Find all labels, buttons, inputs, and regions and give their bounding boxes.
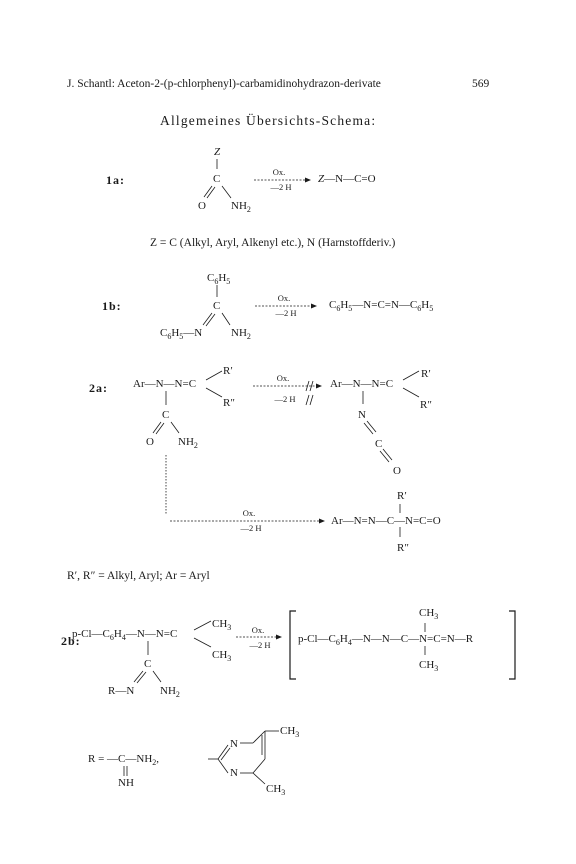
svg-text:NH2: $NH_2$ <box>178 436 198 450</box>
svg-text:R′: R′ <box>421 368 431 380</box>
oxidation-arrow-1a <box>254 167 311 192</box>
alternative-path-2a <box>166 455 325 533</box>
svg-text:C6H5—N=C=N—C6H5: $C_6H_5—N=C=N—C_6H_5$ <box>329 299 434 313</box>
svg-text:CH3: $CH_3$ <box>419 659 439 673</box>
scheme-title: Allgemeines Übersichts-Schema: <box>160 113 377 128</box>
svg-text:C6H5—N: $C_6H_5—N$ <box>160 327 203 341</box>
svg-text:CH3: $CH_3$ <box>419 607 439 621</box>
oxidation-arrow-2b <box>236 625 282 650</box>
structure-r-amidino <box>88 753 159 789</box>
svg-text:C: C <box>144 658 152 670</box>
oxidation-arrow-1b <box>255 293 317 318</box>
label-2b: 2b: <box>61 634 81 648</box>
svg-text:R = —C—NH2,: $R = —C—NH_2$, <box>88 753 160 767</box>
svg-text:N: N <box>230 738 238 750</box>
arrow-label-minus-2h: —2 H <box>275 308 297 318</box>
label-2a: 2a: <box>89 381 108 395</box>
svg-text:R″: R″ <box>223 397 235 409</box>
svg-text:C: C <box>375 438 383 450</box>
arrow-label-minus-2h: —2 H <box>249 640 271 650</box>
svg-text:p-Cl—C6H4—N—N=C: $p-Cl—C_6H_4—N—N=C$ <box>72 628 178 642</box>
structure-2a-product <box>331 490 441 554</box>
arrow-label-minus-2h: —2 H <box>240 523 262 533</box>
structure-2a-reactant <box>133 365 235 450</box>
svg-text:Z—N—C=O: Z—N—C=O <box>318 173 376 185</box>
svg-text:CH3: $CH_3$ <box>266 783 286 797</box>
svg-text:NH2: $NH_2$ <box>160 685 180 699</box>
svg-text:NH: NH <box>118 777 134 789</box>
structure-r-dimethylpyrimidinyl <box>208 725 299 797</box>
svg-text:O: O <box>393 465 401 477</box>
arrow-label-ox: Ox. <box>242 508 256 518</box>
structure-2a-hypothetical-product <box>330 368 432 477</box>
svg-text:CH3: $CH_3$ <box>280 725 300 739</box>
svg-text:Ar—N=N—C—N=C=O: Ar—N=N—C—N=C=O <box>331 515 441 527</box>
structure-1a-reactant <box>198 146 251 214</box>
z-definition-note: Z = C (Alkyl, Aryl, Alkenyl etc.), N (Harnstoffderiv.) <box>150 237 396 249</box>
svg-text:C6H5: $C_6H_5$ <box>207 272 231 286</box>
svg-text:R′: R′ <box>397 490 407 502</box>
svg-text:N: N <box>230 767 238 779</box>
svg-text:O: O <box>146 436 154 448</box>
svg-text:Ar—N—N=C: Ar—N—N=C <box>133 378 197 390</box>
arrow-label-minus-2h: —2 H <box>274 394 296 404</box>
svg-text:C: C <box>162 409 170 421</box>
svg-text:CH3: $CH_3$ <box>212 618 232 632</box>
arrow-label-ox: Ox. <box>251 625 265 635</box>
svg-text:C: C <box>213 300 221 312</box>
arrow-label-minus-2h: —2 H <box>270 182 292 192</box>
svg-text:R″: R″ <box>397 542 409 554</box>
arrow-label-ox: Ox. <box>276 373 290 383</box>
svg-text:CH3: $CH_3$ <box>212 649 232 663</box>
running-title: J. Schantl: Aceton-2-(p-chlorphenyl)-carbamidinohydrazon-derivate <box>67 78 381 90</box>
structure-1a-product <box>318 173 376 185</box>
svg-text:O: O <box>198 200 206 212</box>
svg-text:Ar—N—N=C: Ar—N—N=C <box>330 378 394 390</box>
svg-text:NH2: $NH_2$ <box>231 327 251 341</box>
structure-2b-reactant <box>72 618 231 699</box>
structure-1b-reactant <box>160 272 251 341</box>
r-definition-note: R′, R″ = Alkyl, Aryl; Ar = Aryl <box>67 570 210 582</box>
svg-text:N: N <box>358 409 366 421</box>
label-1a: 1a: <box>106 173 125 187</box>
label-1b: 1b: <box>102 299 122 313</box>
structure-1b-product <box>329 299 433 313</box>
arrow-label-ox: Ox. <box>277 293 291 303</box>
svg-text:R″: R″ <box>420 399 432 411</box>
structure-2b-intermediate <box>290 607 515 679</box>
svg-text:R′: R′ <box>223 365 233 377</box>
svg-text:p-Cl—C6H4—N—N—C—N=C=N—R: $p-Cl—C_6H_4—N—N—C—N=C=N—R$ <box>298 633 474 647</box>
svg-text:NH2: $NH_2$ <box>231 200 251 214</box>
arrow-label-ox: Ox. <box>272 167 286 177</box>
svg-text:R—N: R—N <box>108 685 135 697</box>
svg-text:Z: Z <box>214 146 221 158</box>
svg-text:C: C <box>213 173 221 185</box>
blocked-arrow-2a <box>253 373 322 405</box>
page-number: 569 <box>472 78 490 90</box>
